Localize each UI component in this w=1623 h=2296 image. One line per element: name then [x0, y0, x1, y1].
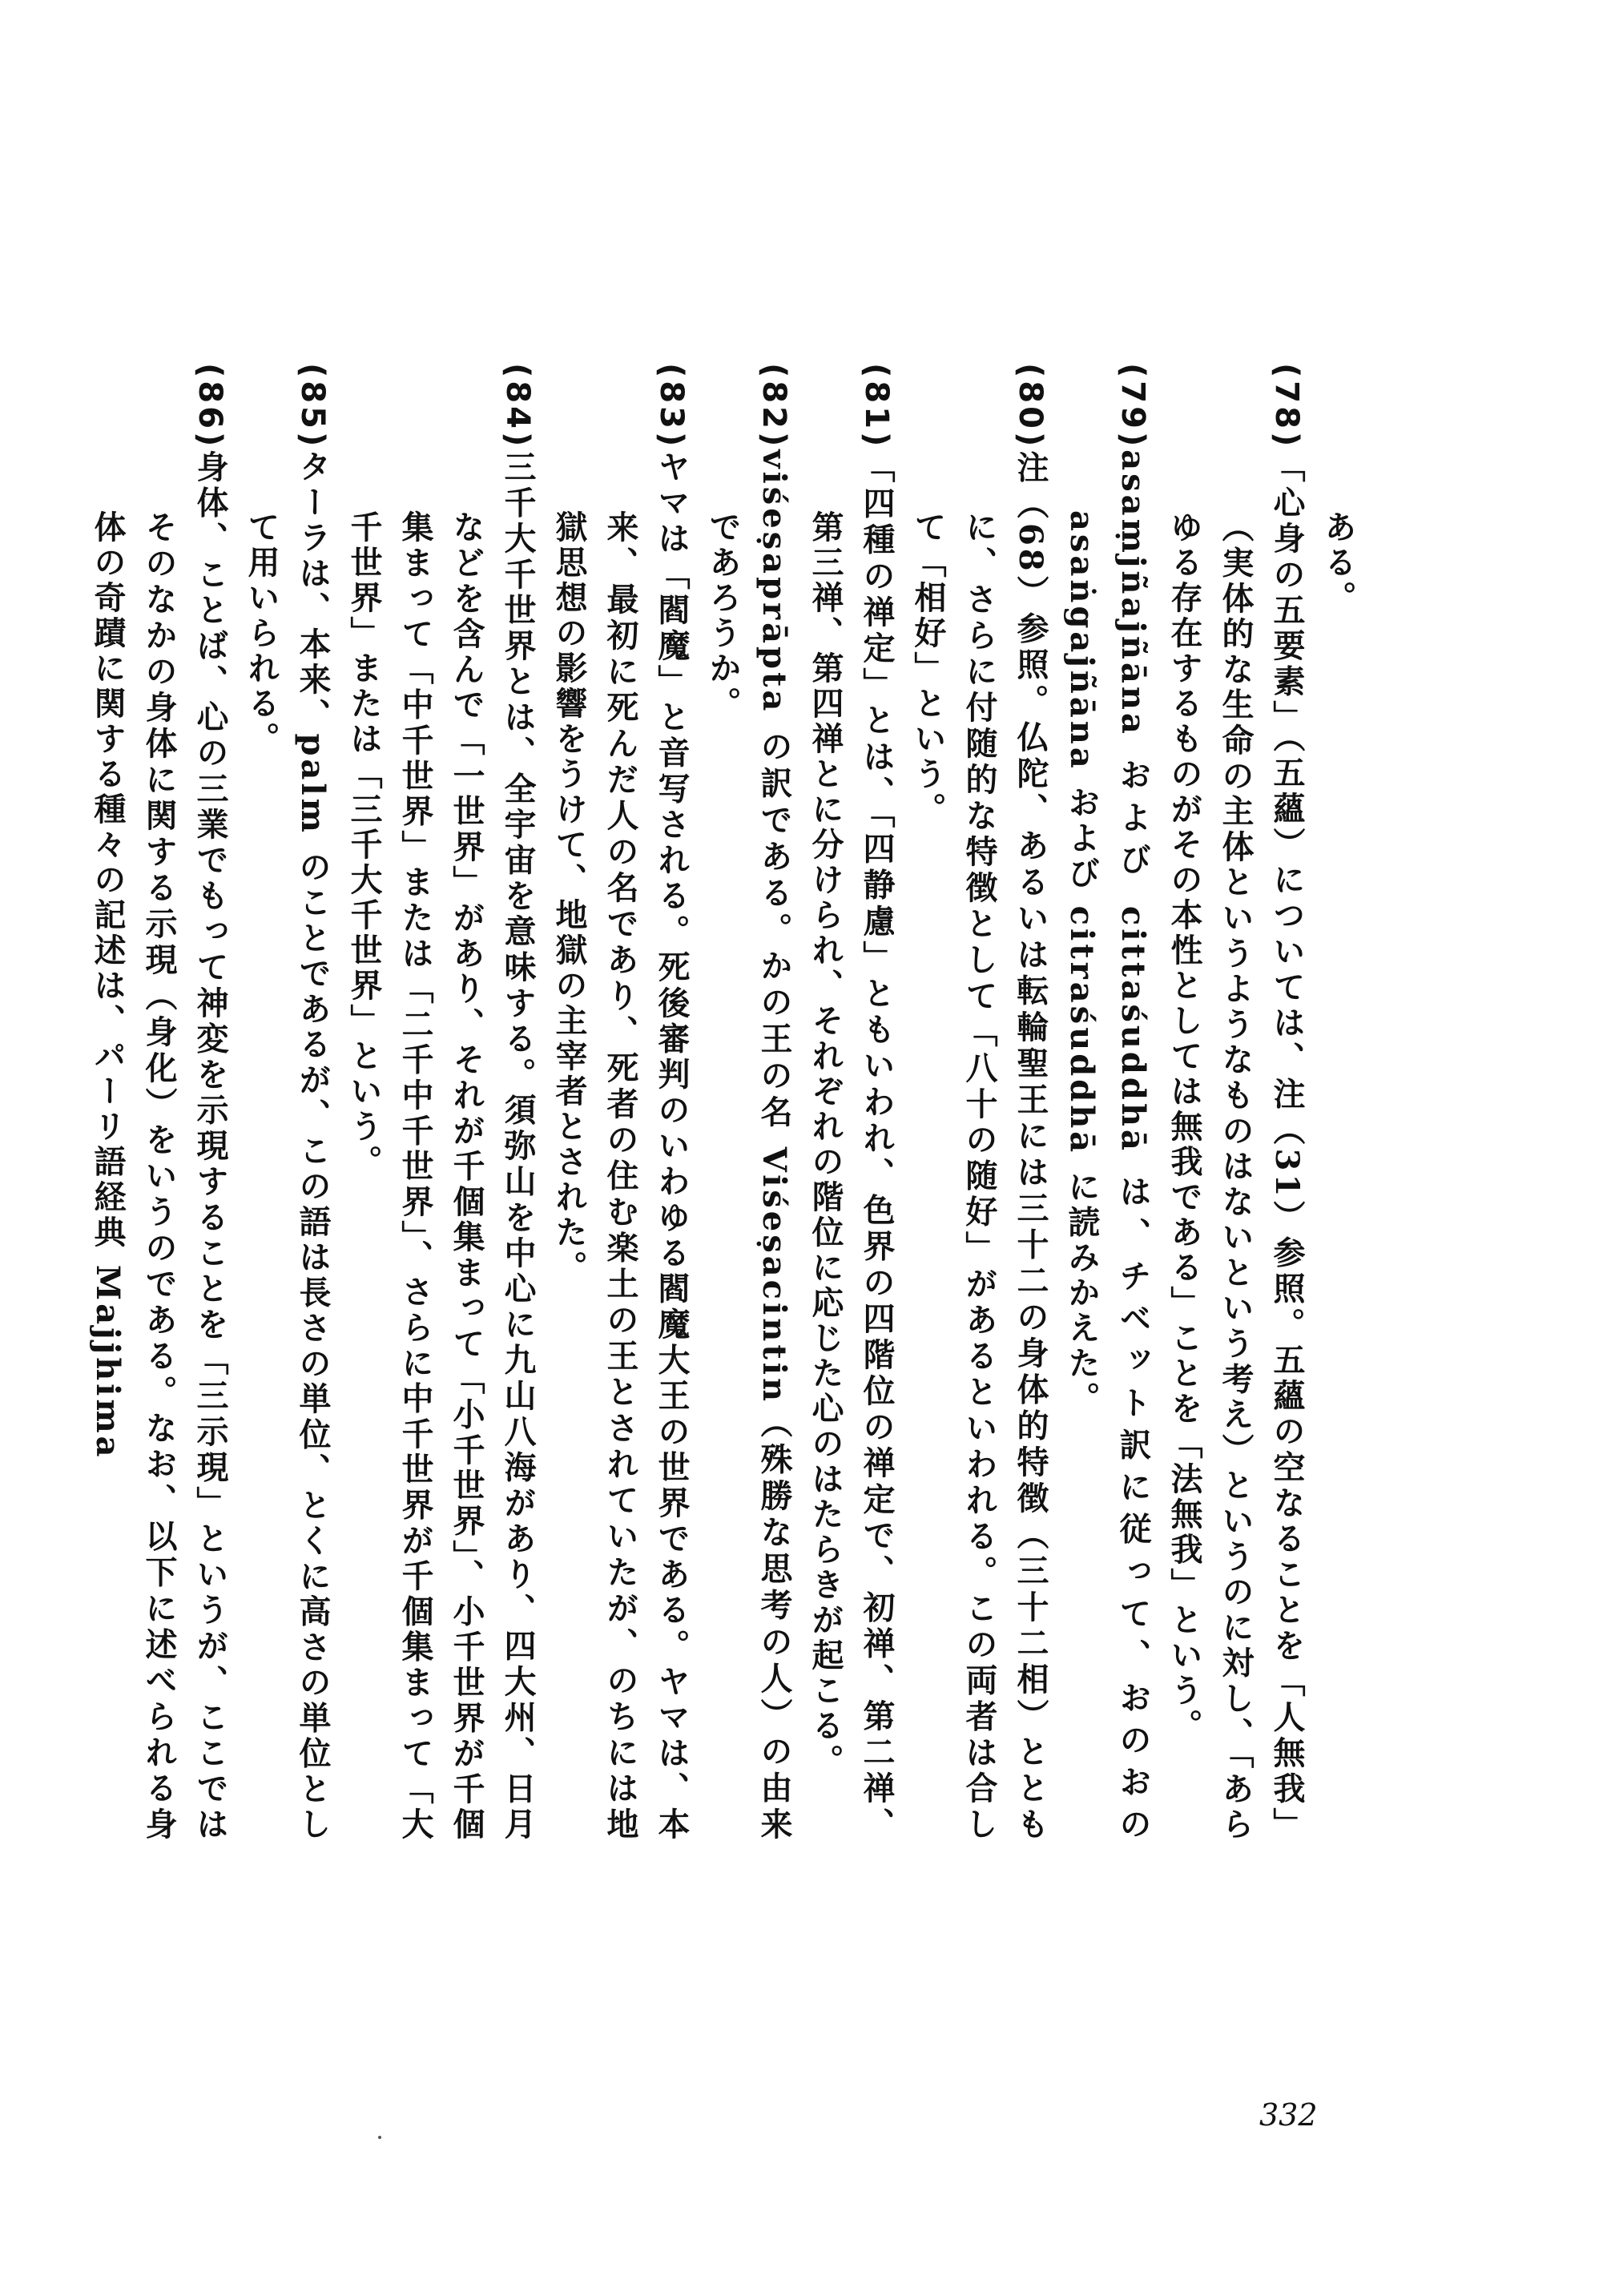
note-number: (82)	[755, 363, 792, 450]
note-text: viśeṣaprāpta の訳である。かの王の名 Viśeṣacintin（殊勝な思考の人）の由来であろうか。	[704, 449, 793, 1843]
note-82	[697, 363, 799, 1843]
notes-text-block	[89, 363, 1363, 1843]
page-number: 332	[1259, 2097, 1318, 2133]
note-number: (80)	[1012, 363, 1049, 450]
note-text: 注（68）参照。仏陀、あるいは転輪聖王には三十二の身体的特徴（三十二相）とともに、さらに付随的な特徴として「八十の随好」があるといわれる。この両者は合して「相好」という。	[909, 449, 1049, 1843]
note-number: (85)	[294, 363, 331, 450]
note-text: ヤマは「閻魔」と音写される。死後審判のいわゆる閻魔大王の世界である。ヤマは、本来、最初に死んだ人の名であり、死者の住む楽土の王とされていたが、のちには地獄思想の影響をうけて、地獄の主宰者とされた。	[550, 449, 691, 1843]
note-81	[799, 363, 902, 1843]
continuation-text: ある。	[1319, 510, 1357, 616]
scan-speck	[378, 2136, 381, 2139]
note-number: (81)	[858, 363, 895, 450]
note-79	[1056, 363, 1158, 1843]
note-86	[82, 363, 236, 1843]
note-text: 「心身の五要素」（五蘊）については、注（31）参照。五蘊の空なることを「人無我」（実体的な生命の主体というようなものはないという考え）というのに対し、「あらゆる存在するものがその本性としては無我である」ことを「法無我」という。	[1166, 449, 1306, 1843]
note-number: (86)	[191, 363, 228, 450]
note-text: 三千大千世界とは、全宇宙を意味する。須弥山を中心に九山八海があり、四大州、日月などを含んで「一世界」があり、それが千個集まって「小千世界」、小千世界が千個集まって「中千世界」または「二千中千世界」、さらに中千世界が千個集まって「大千世界」または「三千大千世界」という。	[345, 449, 537, 1843]
note-text: 身体、ことば、心の三業でもって神変を示現することを「三示現」というが、ここではそのなかの身体に関する示現（身化）をいうのである。なお、以下に述べられる身体の奇蹟に関する種々の記述は、パーリ語経典 Majjhima	[89, 449, 229, 1843]
note-78	[1158, 363, 1312, 1843]
note-80	[902, 363, 1056, 1843]
note-text: 「四種の禅定」とは、「四静慮」ともいわれ、色界の四階位の禅定で、初禅、第二禅、第三禅、第四禅とに分けられ、それぞれの階位に応じた心のはたらきが起こる。	[807, 449, 896, 1843]
note-83	[543, 363, 697, 1843]
note-text: asaṃjñajñāna および cittaśuddhā は、チベット訳に従って、おのおの asaṅgajñāna および citraśuddhā に読みかえた。	[1063, 449, 1152, 1843]
note-number: (83)	[653, 363, 690, 450]
note-number: (84)	[499, 363, 536, 450]
note-number: (78)	[1268, 363, 1305, 450]
note-85	[236, 363, 338, 1843]
note-number: (79)	[1114, 363, 1151, 450]
note-84	[338, 363, 543, 1843]
note-text: ターラは、本来、palm のことであるが、この語は長さの単位、とくに高さの単位として用いられる。	[243, 449, 332, 1843]
